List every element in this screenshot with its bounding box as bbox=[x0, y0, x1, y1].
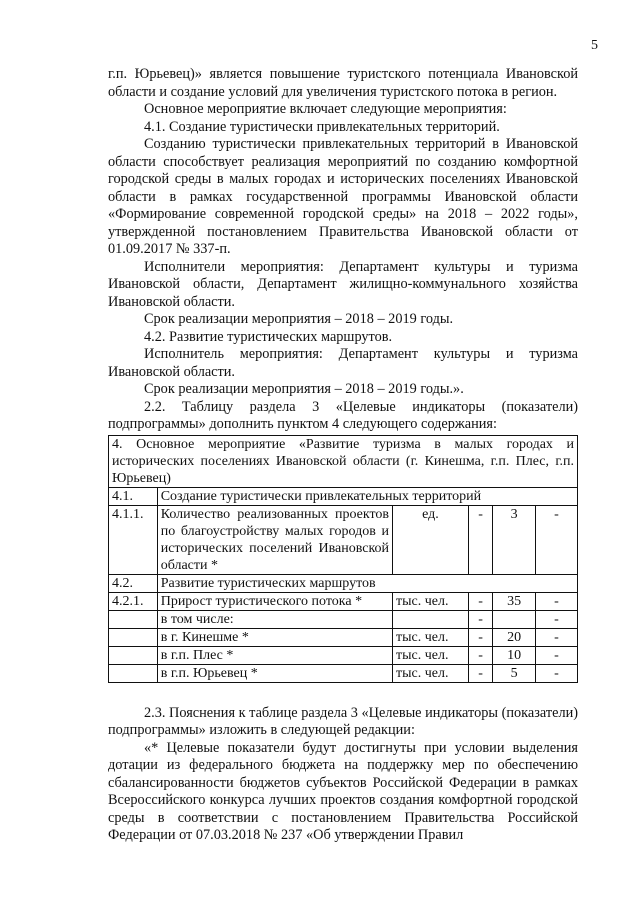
document-body bbox=[108, 66, 578, 845]
unit-cell bbox=[393, 610, 469, 628]
section-title: Развитие туристических маршрутов bbox=[157, 574, 577, 592]
row-number: 4.2.1. bbox=[109, 592, 158, 610]
value-cell: - bbox=[468, 610, 493, 628]
table-row bbox=[109, 664, 578, 682]
value-cell: - bbox=[535, 610, 577, 628]
row-number bbox=[109, 664, 158, 682]
indicator-name: в г. Кинешме * bbox=[157, 628, 392, 646]
paragraph: Срок реализации мероприятия – 2018 – 2019 годы. bbox=[144, 311, 454, 327]
table-row bbox=[109, 628, 578, 646]
value-cell: - bbox=[468, 592, 493, 610]
row-number bbox=[109, 646, 158, 664]
row-number: 4.2. bbox=[109, 574, 158, 592]
indicator-name: в г.п. Юрьевец * bbox=[157, 664, 392, 682]
row-number: 4.1. bbox=[109, 487, 158, 505]
unit-cell: тыс. чел. bbox=[393, 628, 469, 646]
value-cell: - bbox=[535, 646, 577, 664]
indicators-table bbox=[108, 435, 578, 683]
paragraph: 2.3. Пояснения к таблице раздела 3 «Целевые индикаторы (показатели) подпрограммы» изложить в следующей редакции: bbox=[108, 704, 578, 738]
indicator-name: Количество реализованных проектов по благоустройству малых городов и исторических поселений Ивановской области * bbox=[157, 505, 392, 574]
paragraph: Основное мероприятие включает следующие мероприятия: bbox=[144, 101, 507, 117]
table-row bbox=[109, 574, 578, 592]
value-cell: 3 bbox=[493, 505, 535, 574]
table-row bbox=[109, 610, 578, 628]
paragraph: г.п. Юрьевец)» является повышение туристского потенциала Ивановской области и создание условий для увеличения туристского потока в регион. bbox=[108, 66, 578, 100]
paragraph: Срок реализации мероприятия – 2018 – 2019 годы.». bbox=[144, 381, 464, 397]
value-cell: - bbox=[535, 505, 577, 574]
value-cell: - bbox=[468, 646, 493, 664]
table-row bbox=[109, 646, 578, 664]
value-cell: - bbox=[468, 664, 493, 682]
paragraph: 2.2. Таблицу раздела 3 «Целевые индикаторы (показатели) подпрограммы» дополнить пунктом 4 следующего содержания: bbox=[108, 398, 578, 432]
row-number bbox=[109, 610, 158, 628]
paragraph: Исполнители мероприятия: Департамент культуры и туризма Ивановской области, Департамент жилищно-коммунального хозяйства Ивановской области. bbox=[108, 258, 578, 310]
indicator-name: Прирост туристического потока * bbox=[157, 592, 392, 610]
value-cell: - bbox=[535, 628, 577, 646]
unit-cell: тыс. чел. bbox=[393, 646, 469, 664]
paragraph: «* Целевые показатели будут достигнуты при условии выделения дотации из федерального бюджета на поддержку мер по обеспечению сбалансированности бюджетов субъектов Российской Федерации в рамках Всероссийского конкурса лучших проектов создания комфортной городской среды в соответствии с постановлением Правительства Российской Федерации от 07.03.2018 № 237 «Об утверждении Правил bbox=[108, 739, 578, 843]
table-row bbox=[109, 592, 578, 610]
table-row bbox=[109, 487, 578, 505]
value-cell: - bbox=[535, 592, 577, 610]
unit-cell: тыс. чел. bbox=[393, 664, 469, 682]
row-number bbox=[109, 628, 158, 646]
table-header-cell: 4. Основное мероприятие «Развитие туризма в малых городах и исторических поселениях Ивановской области (г. Кинешма, г.п. Плес, г.п. Юрьевец) bbox=[109, 435, 578, 487]
indicator-name: в г.п. Плес * bbox=[157, 646, 392, 664]
section-title: Создание туристически привлекательных территорий bbox=[157, 487, 577, 505]
table-row bbox=[109, 435, 578, 487]
paragraph: Созданию туристически привлекательных территорий в Ивановской области способствует реализация мероприятий по созданию комфортной городской среды в малых городах и исторических поселениях Ивановской области в рамках государственной программы Ивановской области «Формирование современной городской среды» на 2018 – 2022 годы», утвержденной постановлением Правительства Ивановской области от 01.09.2017 № 337-п. bbox=[108, 136, 578, 257]
unit-cell: тыс. чел. bbox=[393, 592, 469, 610]
row-number: 4.1.1. bbox=[109, 505, 158, 574]
unit-cell: ед. bbox=[393, 505, 469, 574]
value-cell: 35 bbox=[493, 592, 535, 610]
value-cell: - bbox=[468, 628, 493, 646]
value-cell: - bbox=[535, 664, 577, 682]
indicator-name: в том числе: bbox=[157, 610, 392, 628]
table-row bbox=[109, 505, 578, 574]
paragraph: 4.1. Создание туристически привлекательных территорий. bbox=[144, 118, 500, 135]
value-cell: 5 bbox=[493, 664, 535, 682]
value-cell: 10 bbox=[493, 646, 535, 664]
value-cell bbox=[493, 610, 535, 628]
page-number: 5 bbox=[591, 38, 598, 53]
value-cell: - bbox=[468, 505, 493, 574]
paragraph: 4.2. Развитие туристических маршрутов. bbox=[144, 328, 393, 345]
value-cell: 20 bbox=[493, 628, 535, 646]
paragraph: Исполнитель мероприятия: Департамент культуры и туризма Ивановской области. bbox=[108, 346, 578, 380]
